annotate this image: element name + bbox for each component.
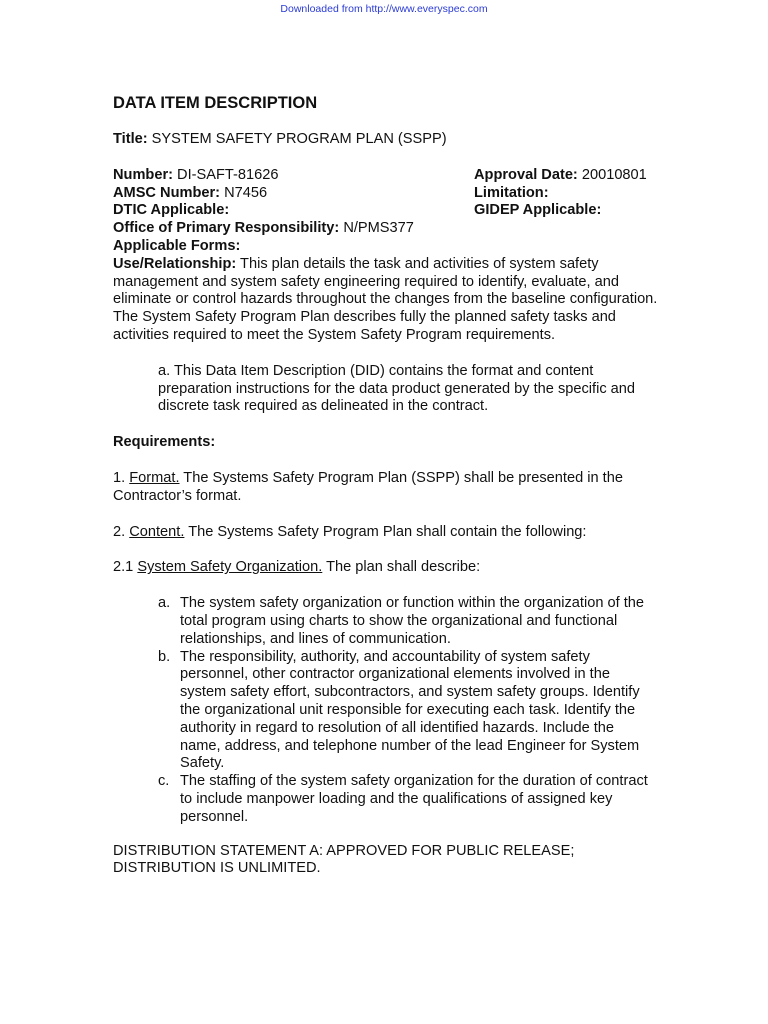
applicable-forms-label: Applicable Forms: [113,237,241,254]
document-heading: DATA ITEM DESCRIPTION [113,94,318,112]
metadata-block [113,167,658,345]
distribution-statement: DISTRIBUTION STATEMENT A: APPROVED FOR PUBLIC RELEASE; DISTRIBUTION IS UNLIMITED. [113,842,575,877]
amsc-value: N7456 [220,184,268,201]
title-row [113,131,658,149]
requirement-content [113,524,658,542]
list-item [113,595,658,648]
list-item-marker: c. [158,773,170,790]
requirement-content-heading: Content. [129,523,185,540]
download-source-link[interactable]: Downloaded from http://www.everyspec.com [280,3,488,15]
requirement-format-number: 1. [113,469,130,486]
list-item-text: The staffing of the system safety organization for the duration of contract to include manpower loading and the qualifications of assigned key personnel. [180,773,648,825]
list-item-text: The system safety organization or function within the organization of the total program using charts to show the organizational and functional relationships, and lines of communication. [180,595,645,647]
requirement-organization-heading: System Safety Organization. [137,559,323,576]
use-relationship-label: Use/Relationship: [113,255,237,272]
gidep-label: GIDEP Applicable: [474,202,602,219]
amsc-row [113,185,658,203]
requirement-content-number: 2. [113,523,130,540]
dtic-label: DTIC Applicable: [113,202,230,219]
requirements-heading: Requirements: [113,434,216,451]
requirement-organization-number: 2.1 [113,559,138,576]
approval-date-value: 20010801 [577,166,647,183]
requirement-organization-text: The plan shall describe: [322,559,481,576]
limitation-label: Limitation: [474,184,549,201]
approval-date-row [474,167,647,185]
list-item-marker: a. [158,595,171,612]
opr-value: N/PMS377 [339,220,414,237]
number-label: Number: [113,166,173,183]
requirement-format-heading: Format. [129,469,180,486]
title-value: SYSTEM SAFETY PROGRAM PLAN (SSPP) [147,131,447,147]
approval-date-label: Approval Date: [474,166,578,183]
use-relationship-text: This plan details the task and activities of system safety management and system safety engineering required to identify, evaluate, and eliminate or control hazards throughout the changes from the baseline configuration. The System Safety Program Plan describes fully the planned safety tasks and activities required to meet the System Safety Program requirements. [113,255,658,343]
requirement-format [113,470,658,506]
list-item-text: The responsibility, authority, and accountability of system safety personnel, other contractor organizational elements involved in the system safety effort, subcontractors, and system safety groups. Identify the organizational unit responsible for executing each task. Identify the authority in regard to resolution of all identified hazards. Include the name, address, and telephone number of the lead Engineer for System Safety. [180,648,640,772]
did-description-paragraph: a. This Data Item Description (DID) contains the format and content preparation instructions for the data product generated by the specific and discrete task required as delineated in the contract. [158,362,636,415]
applicable-forms-row [113,238,658,256]
number-value: DI-SAFT-81626 [173,166,279,183]
list-item [113,773,658,826]
title-label: Title: [113,131,148,147]
list-item [113,649,658,774]
organization-requirements-list [113,595,658,826]
use-relationship-paragraph [113,256,658,345]
dtic-row [113,202,658,220]
requirement-format-text: The Systems Safety Program Plan (SSPP) shall be presented in the Contractor’s format. [113,469,623,504]
requirement-content-text: The Systems Safety Program Plan shall contain the following: [184,523,587,540]
requirement-organization [113,559,658,577]
amsc-label: AMSC Number: [113,184,221,201]
list-item-marker: b. [158,648,171,665]
opr-label: Office of Primary Responsibility: [113,220,340,237]
opr-row [113,220,658,238]
document-page [113,93,658,878]
